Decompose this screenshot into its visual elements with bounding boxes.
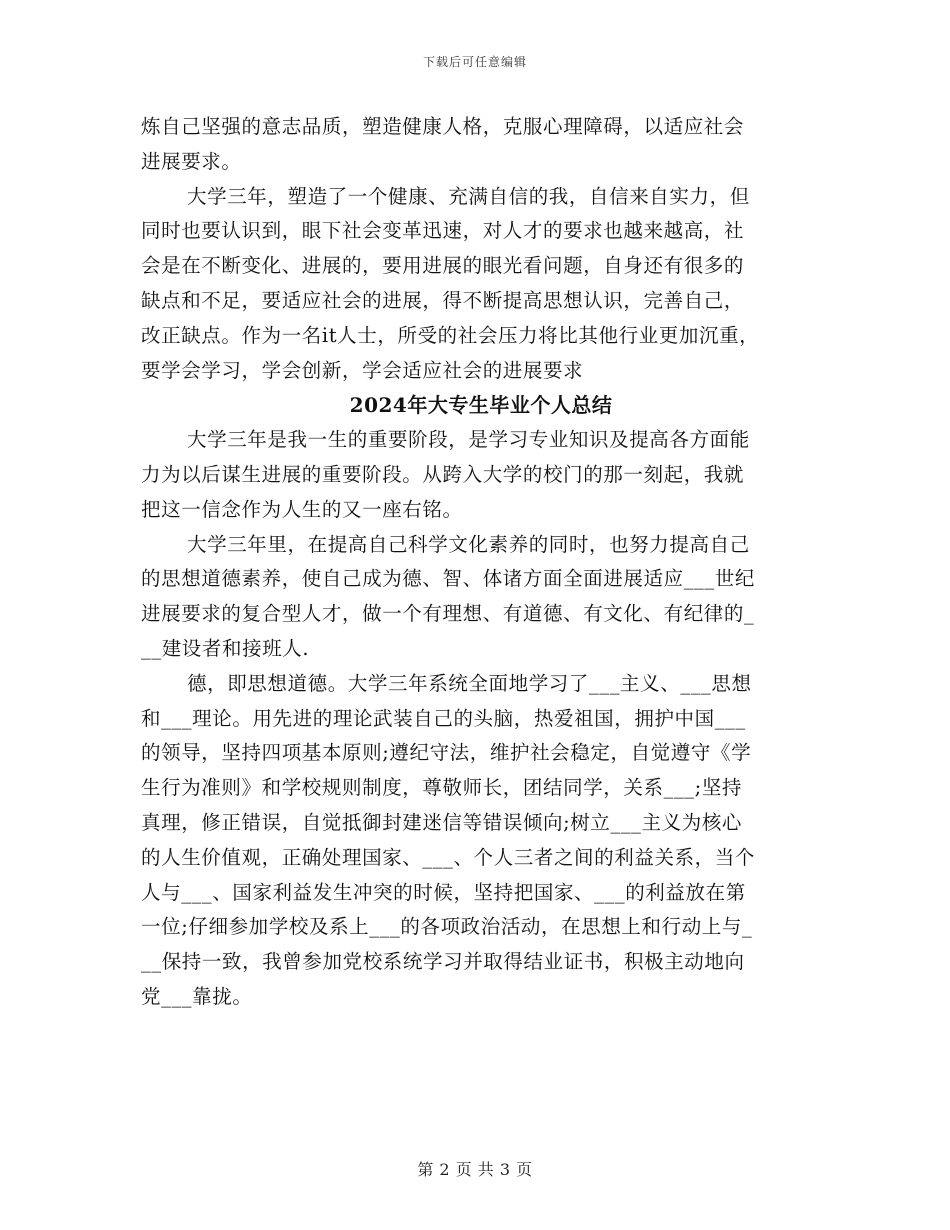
text-line: 同时也要认识到，眼下社会变革迅速，对人才的要求也越来越高，社 [141,219,745,243]
page-footer: 第 2 页 共 3 页 [417,1160,533,1179]
text-line: 和___理论。用先进的理论武装自己的头脑，热爱祖国，拥护中国___ [141,706,746,730]
text-line: 大学三年里，在提高自己科学文化素养的同时，也努力提高自己 [187,532,750,556]
text-line: 人与___、国家利益发生冲突的时候，坚持把国家、___的利益放在第 [141,880,746,904]
text-line: 的思想道德素养，使自己成为德、智、体诸方面全面进展适应___世纪 [141,567,755,591]
text-line: 大学三年是我一生的重要阶段，是学习专业知识及提高各方面能 [187,428,750,452]
text-line: __建设者和接班人. [141,636,310,660]
section-title: 2024年大专生毕业个人总结 [349,393,613,418]
text-line: 党___靠拢。 [141,984,253,1008]
text-line: 生行为准则》和学校规则制度，尊敬师长，团结同学，关系___;坚持 [141,776,743,800]
text-line: 力为以后谋生进展的重要阶段。从跨入大学的校门的那一刻起，我就 [141,462,745,486]
text-line: 改正缺点。作为一名it人士，所受的社会压力将比其他行业更加沉重， [141,323,760,347]
text-line: __保持一致，我曾参加党校系统学习并取得结业证书，积极主动地向 [141,950,745,974]
text-line: 把这一信念作为人生的又一座右铭。 [141,497,463,521]
text-line: 大学三年，塑造了一个健康、充满自信的我，自信来自实力，但 [187,184,750,208]
text-line: 进展要求。 [141,149,242,173]
text-line: 的领导，坚持四项基本原则;遵纪守法，维护社会稳定，自觉遵守《学 [141,741,752,765]
text-line: 要学会学习，学会创新，学会适应社会的进展要求 [141,358,584,382]
text-line: 一位;仔细参加学校及系上___的各项政治活动，在思想上和行动上与_ [141,915,753,939]
text-line: 进展要求的复合型人才，做一个有理想、有道德、有文化、有纪律的_ [141,602,755,626]
text-line: 的人生价值观，正确处理国家、___、个人三者之间的利益关系，当个 [141,845,755,869]
page-header: 下载后可任意编辑 [422,55,527,69]
text-line: 真理，修正错误，自觉抵御封建迷信等错误倾向;树立___主义为核心 [141,810,743,834]
text-line: 缺点和不足，要适应社会的进展，得不断提高思想认识，完善自己， [141,288,745,312]
text-line: 德，即思想道德。大学三年系统全面地学习了___主义、___思想 [187,671,752,695]
text-line: 炼自己坚强的意志品质，塑造健康人格，克服心理障碍，以适应社会 [141,115,745,138]
text-line: 会是在不断变化、进展的，要用进展的眼光看问题，自身还有很多的 [141,254,745,278]
document-body [141,110,821,1015]
